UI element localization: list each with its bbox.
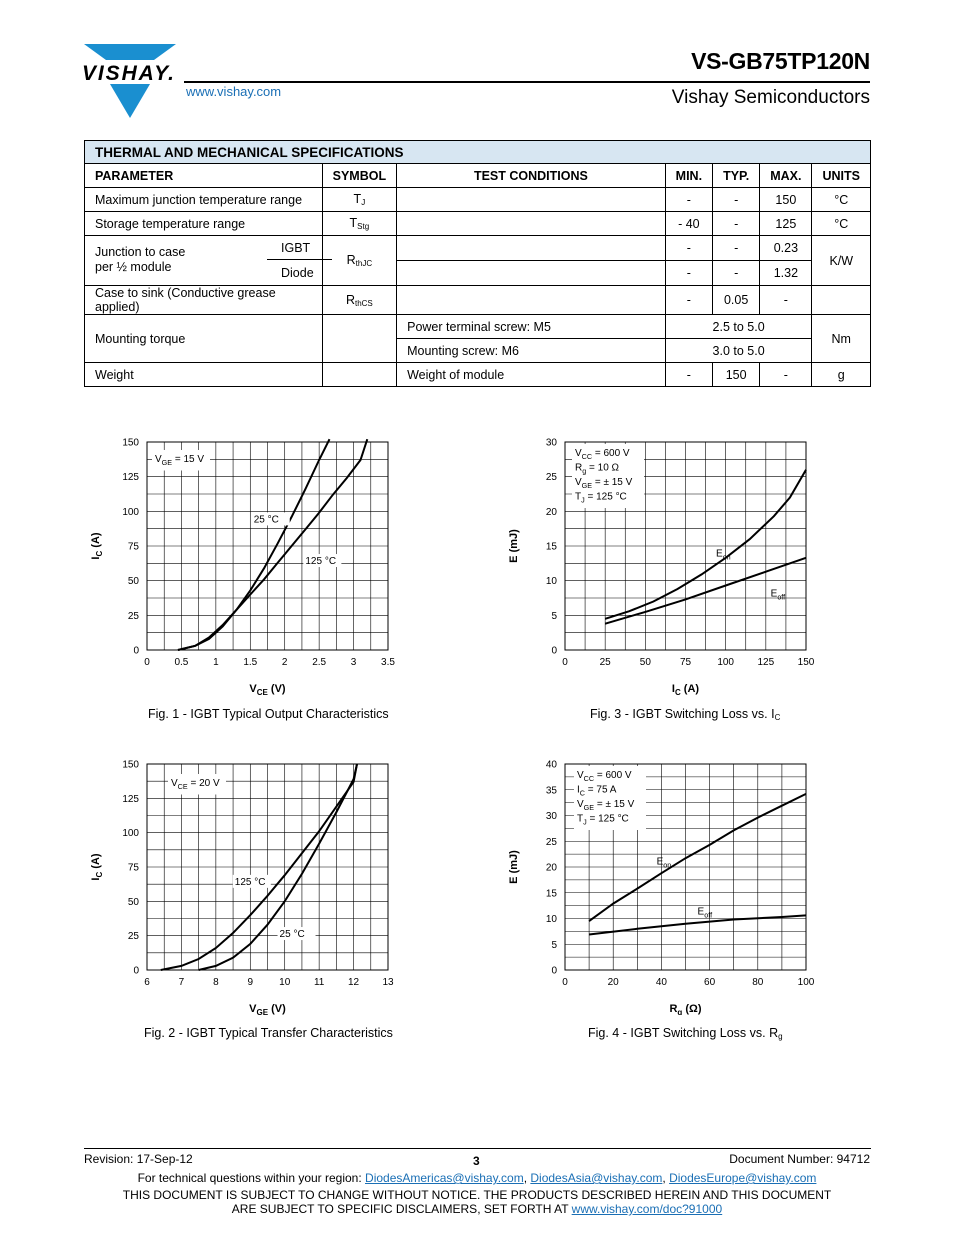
cell-min: - — [665, 236, 712, 261]
disclaimer-link[interactable]: www.vishay.com/doc?91000 — [571, 1202, 723, 1216]
footer-rule — [84, 1148, 871, 1149]
email-americas-link[interactable]: DiodesAmericas@vishay.com — [365, 1171, 524, 1185]
y-axis-label: E (mJ) — [508, 529, 520, 563]
col-header: UNITS — [812, 164, 871, 188]
series-label: 25 °C — [279, 929, 305, 941]
cell-cond — [397, 236, 666, 261]
sub-label-igbt: IGBT — [267, 236, 332, 260]
table-title: THERMAL AND MECHANICAL SPECIFICATIONS — [85, 141, 871, 164]
x-tick-label: 40 — [655, 977, 667, 988]
x-tick-label: 13 — [382, 977, 394, 988]
cell-value: 3.0 to 5.0 — [665, 339, 812, 363]
cell-max: - — [760, 286, 812, 315]
x-axis-label: $R_g$ (Ω) — [669, 1003, 702, 1015]
cell-min: - — [665, 188, 712, 212]
y-tick-label: 125 — [122, 472, 139, 484]
col-header: TEST CONDITIONS — [397, 164, 666, 188]
cell-max: 125 — [760, 212, 812, 236]
caption-fig1: Fig. 1 - IGBT Typical Output Characteristics — [148, 707, 389, 721]
y-tick-label: 20 — [545, 862, 557, 874]
x-axis-label: $V_{GE}$ (V) — [249, 1003, 286, 1015]
series-line — [178, 439, 367, 650]
notice-line-2: ARE SUBJECT TO SPECIFIC DISCLAIMERS, SET FORTH AT www.vishay.com/doc?91000 — [231, 1202, 723, 1216]
col-header: MIN. — [665, 164, 712, 188]
x-tick-label: 150 — [797, 657, 814, 668]
param-line: per ½ module — [95, 260, 172, 274]
cell-max: 0.23 — [760, 236, 812, 261]
y-tick-label: 50 — [127, 576, 139, 588]
x-tick-label: 3.5 — [381, 657, 395, 668]
table-row — [85, 315, 871, 339]
cell-cond: Mounting screw: M6 — [397, 339, 666, 363]
cell-max: 150 — [760, 188, 812, 212]
col-header: PARAMETER — [85, 164, 323, 188]
y-tick-label: 25 — [127, 931, 139, 943]
chart-svg — [494, 750, 814, 1015]
y-tick-label: 125 — [122, 793, 139, 805]
col-header: SYMBOL — [322, 164, 396, 188]
col-header: MAX. — [760, 164, 812, 188]
cell-param: Weight — [85, 363, 323, 387]
chart-fig3 — [494, 430, 814, 700]
cell-cond — [397, 286, 666, 315]
y-tick-label: 20 — [545, 506, 557, 518]
x-tick-label: 50 — [639, 657, 651, 668]
cell-cond: Power terminal screw: M5 — [397, 315, 666, 339]
cell-typ: - — [713, 261, 760, 286]
email-asia-link[interactable]: DiodesAsia@vishay.com — [530, 1171, 663, 1185]
y-tick-label: 50 — [127, 896, 139, 908]
cell-cond: Weight of module — [397, 363, 666, 387]
cell-typ: - — [713, 236, 760, 261]
x-tick-label: 6 — [144, 977, 150, 988]
y-tick-label: 75 — [127, 541, 139, 553]
contact-line: For technical questions within your region: DiodesAmericas@vishay.com, DiodesAsia@vishay.com, DiodesEurope@vishay.com — [137, 1171, 817, 1185]
cell-symbol — [322, 315, 396, 363]
x-tick-label: 10 — [279, 977, 291, 988]
cell-min: - — [665, 286, 712, 315]
table-row — [85, 236, 871, 261]
y-tick-label: 10 — [545, 914, 557, 925]
notice-line-1: THIS DOCUMENT IS SUBJECT TO CHANGE WITHOUT NOTICE. THE PRODUCTS DESCRIBED HEREIN AND THIS DOCUMENT — [122, 1188, 832, 1202]
param-line: Junction to case — [95, 245, 186, 259]
annotation-text: $R_g = 10$ Ω — [575, 462, 620, 476]
grid — [147, 764, 388, 970]
series-label: 25 °C — [253, 514, 279, 526]
y-tick-label: 100 — [122, 828, 139, 840]
cell-cond — [397, 212, 666, 236]
chart-svg — [84, 430, 404, 695]
table-row — [85, 188, 871, 212]
cell-param — [85, 236, 323, 286]
document-number: Document Number: 94712 — [729, 1152, 870, 1166]
col-header: TYP. — [713, 164, 760, 188]
y-tick-label: 40 — [545, 759, 557, 771]
cell-symbol: $R_{thJC}$ — [322, 236, 396, 286]
x-axis-label: $V_{CE}$ (V) — [249, 683, 286, 695]
x-tick-label: 100 — [797, 977, 814, 988]
series-line — [178, 439, 330, 650]
caption-fig3: Fig. 3 - IGBT Switching Loss vs. $I_C$ — [590, 707, 781, 722]
cell-unit: °C — [812, 212, 871, 236]
series-label: 125 °C — [234, 876, 266, 888]
x-tick-label: 7 — [178, 977, 185, 988]
cell-min: - — [665, 363, 712, 387]
y-tick-label: 35 — [545, 785, 557, 797]
y-tick-label: 0 — [133, 965, 139, 977]
vishay-logo — [82, 44, 178, 118]
cell-unit: K/W — [812, 236, 871, 286]
cell-typ: - — [713, 212, 760, 236]
email-europe-link[interactable]: DiodesEurope@vishay.com — [669, 1171, 817, 1185]
x-tick-label: 20 — [607, 977, 619, 988]
x-tick-label: 2.5 — [312, 657, 327, 668]
cell-max: - — [760, 363, 812, 387]
y-tick-label: 100 — [122, 506, 139, 518]
chart-fig2 — [84, 750, 404, 1020]
table-row — [85, 212, 871, 236]
header-rule — [184, 81, 870, 83]
cell-param: Case to sink (Conductive grease applied) — [85, 286, 323, 315]
x-tick-label: 12 — [348, 977, 360, 988]
annotation-text: $V_{GE}$ = ± 15 V — [575, 477, 633, 490]
y-tick-label: 30 — [545, 811, 557, 822]
x-tick-label: 2 — [281, 657, 288, 668]
cell-unit: °C — [812, 188, 871, 212]
chart-svg — [494, 430, 814, 695]
annotation-text: $T_J = 125$ °C — [577, 813, 629, 827]
annotation-text: $V_{CC} = 600$ V — [577, 770, 632, 783]
vishay-logo-icon — [82, 44, 178, 118]
table-title-row — [85, 141, 871, 164]
x-tick-label: 60 — [704, 977, 716, 988]
table-row — [85, 363, 871, 387]
y-tick-label: 150 — [122, 759, 139, 771]
cell-typ: 150 — [713, 363, 760, 387]
cell-min: - 40 — [665, 212, 712, 236]
y-axis-label: E (mJ) — [508, 850, 520, 884]
cell-unit: g — [812, 363, 871, 387]
cell-symbol: $R_{thCS}$ — [322, 286, 396, 315]
annotation-text: $V_{GE} = 15$ V — [155, 454, 205, 467]
x-axis-label: $I_C$ (A) — [671, 683, 700, 695]
cell-unit — [812, 286, 871, 315]
cell-max: 1.32 — [760, 261, 812, 286]
chart-fig4 — [494, 750, 814, 1020]
caption-fig4: Fig. 4 - IGBT Switching Loss vs. $R_g$ — [588, 1026, 783, 1041]
sub-label-diode: Diode — [281, 266, 314, 280]
y-tick-label: 25 — [545, 472, 557, 484]
y-tick-label: 10 — [545, 576, 557, 588]
annotation-text: $V_{GE}$ = ± 15 V — [577, 799, 635, 812]
annotation-text: $V_{CE} = 20$ V — [171, 778, 220, 791]
y-tick-label: 0 — [133, 645, 139, 657]
x-tick-label: 100 — [717, 657, 735, 668]
x-tick-label: 0 — [144, 657, 150, 668]
y-tick-label: 5 — [551, 939, 557, 951]
company-name: Vishay Semiconductors — [671, 87, 870, 108]
y-tick-label: 15 — [545, 888, 557, 900]
page-number: 3 — [473, 1154, 480, 1168]
x-tick-label: 1 — [213, 657, 219, 668]
caption-fig2: Fig. 2 - IGBT Typical Transfer Characteristics — [144, 1026, 393, 1040]
cell-param: Maximum junction temperature range — [85, 188, 323, 212]
cell-cond — [397, 188, 666, 212]
x-tick-label: 25 — [599, 657, 611, 668]
logo-wordmark: VISHAY. — [82, 62, 174, 85]
table-row — [85, 286, 871, 315]
y-tick-label: 0 — [551, 965, 557, 977]
x-tick-label: 8 — [213, 977, 219, 988]
y-tick-label: 75 — [127, 862, 139, 874]
series-label: 125 °C — [305, 556, 337, 568]
series-label: $E_{on}$ — [716, 548, 731, 562]
revision: Revision: 17-Sep-12 — [84, 1152, 193, 1166]
cell-symbol — [322, 363, 396, 387]
x-tick-label: 1.5 — [243, 657, 258, 668]
website-link[interactable]: www.vishay.com — [186, 84, 282, 99]
annotation-text: $I_C = 75$ A — [577, 784, 617, 798]
thermal-spec-table — [84, 140, 871, 387]
cell-param: Storage temperature range — [85, 212, 323, 236]
table-header-row — [85, 164, 871, 188]
chart-svg — [84, 750, 404, 1015]
x-tick-label: 0 — [562, 977, 568, 988]
x-tick-label: 0 — [562, 657, 568, 668]
y-tick-label: 15 — [545, 541, 557, 553]
y-tick-label: 0 — [551, 645, 557, 657]
x-tick-label: 3 — [350, 657, 357, 668]
series-label: $E_{off}$ — [697, 906, 713, 920]
x-tick-label: 0.5 — [174, 657, 189, 668]
cell-symbol: $T_J$ — [322, 188, 396, 212]
grid — [147, 442, 388, 650]
series-label: $E_{on}$ — [656, 856, 672, 870]
x-tick-label: 9 — [247, 977, 254, 988]
cell-symbol: $T_{Stg}$ — [322, 212, 396, 236]
x-tick-label: 80 — [752, 977, 764, 988]
cell-typ: - — [713, 188, 760, 212]
y-axis-label: $I_C$ (A) — [90, 853, 104, 881]
part-number: VS-GB75TP120N — [691, 48, 870, 74]
x-tick-label: 11 — [313, 977, 325, 988]
x-tick-label: 125 — [757, 657, 775, 668]
x-tick-label: 75 — [679, 657, 692, 668]
cell-typ: 0.05 — [713, 286, 760, 315]
annotation-text: $T_J = 125$ °C — [575, 491, 627, 505]
cell-param: Mounting torque — [85, 315, 323, 363]
series-label: $E_{off}$ — [770, 588, 786, 602]
y-tick-label: 25 — [127, 610, 139, 622]
cell-min: - — [665, 261, 712, 286]
cell-cond — [397, 261, 666, 286]
y-tick-label: 30 — [545, 437, 557, 449]
y-tick-label: 150 — [122, 437, 139, 449]
y-tick-label: 5 — [551, 610, 557, 622]
y-tick-label: 25 — [545, 836, 557, 848]
cell-unit: Nm — [812, 315, 871, 363]
chart-fig1 — [84, 430, 404, 700]
annotation-text: $V_{CC} = 600$ V — [575, 448, 630, 461]
cell-value: 2.5 to 5.0 — [665, 315, 812, 339]
y-axis-label: $I_C$ (A) — [90, 532, 104, 560]
